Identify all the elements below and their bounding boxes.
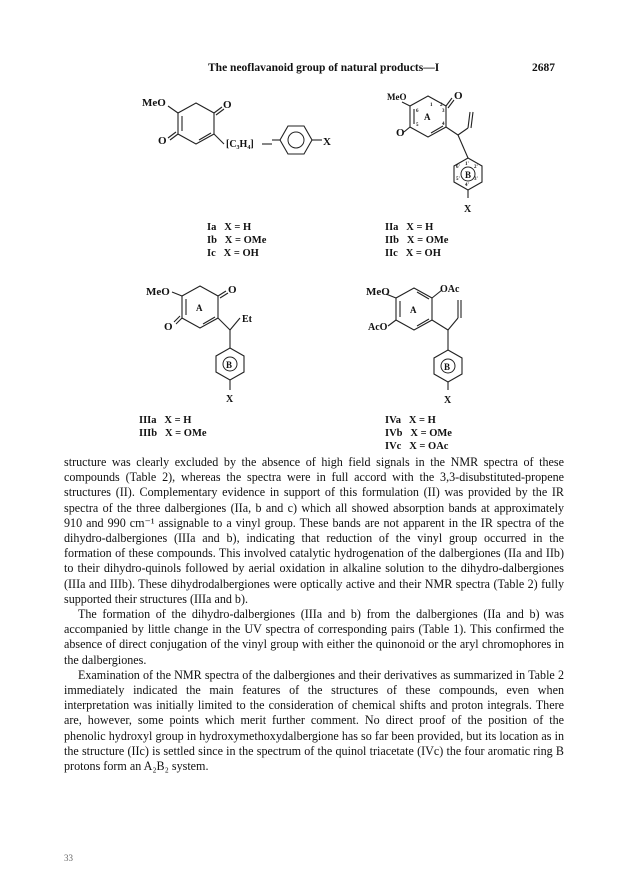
IV-substituent-3: AcO	[368, 322, 388, 333]
label-Ia: Ia X = H	[207, 222, 252, 233]
II-locant-5: 5	[416, 123, 419, 128]
II-substituent-1: MeO	[387, 92, 407, 102]
II-x: X	[464, 204, 472, 215]
III-x: X	[226, 394, 234, 405]
II-locant-1p: 1'	[465, 162, 469, 167]
IV-x: X	[444, 395, 452, 406]
II-locant-3p: 3'	[474, 177, 478, 182]
label-IIIa: IIIa X = H	[139, 415, 192, 426]
label-IIIb: IIIb X = OMe	[139, 428, 207, 439]
II-locant-2p: 2'	[474, 165, 478, 170]
II-locant-4p: 4'	[465, 183, 469, 188]
III-ring-b: B	[226, 360, 233, 370]
label-IIc: IIc X = OH	[385, 248, 441, 259]
II-locant-4: 4	[442, 122, 445, 127]
paragraph-2: The formation of the dihydro-dalbergiones (IIIa and b) from the dalbergiones (IIa and b) was accompanied by little change in the UV spectra of corresponding pairs (Table 1). This confirmed the absence of direct conjugation of the vinyl group with either the quinonoid or the aryl chromophores in the dalbergiones.	[64, 607, 564, 667]
II-ring-b: B	[465, 170, 472, 180]
IV-ring-a: A	[410, 305, 417, 315]
label-Ib: Ib X = OMe	[207, 235, 267, 246]
label-IVc: IVc X = OAc	[385, 441, 449, 452]
II-locant-5p: 5'	[456, 177, 460, 182]
I-chain: [C₃H₄]	[226, 139, 254, 150]
running-title: The neoflavanoid group of natural products—I	[208, 62, 440, 74]
I-substituent-3: O	[158, 135, 167, 147]
IV-substituent-2: OAc	[440, 284, 460, 295]
body-text	[64, 455, 564, 774]
II-substituent-3: O	[396, 127, 405, 139]
II-ring-a: A	[424, 112, 431, 122]
II-substituent-2: O	[454, 90, 463, 102]
label-IIa: IIa X = H	[385, 222, 434, 233]
IV-substituent-1: MeO	[366, 286, 390, 298]
III-ethyl: Et	[242, 314, 252, 325]
label-IVa: IVa X = H	[385, 415, 436, 426]
I-substituent-2: O	[223, 99, 232, 111]
II-locant-6: 6	[416, 109, 419, 114]
paragraph-1: structure was clearly excluded by the absence of high field signals in the NMR spectra of these compounds (Table 2), whereas the spectra were in full accord with the 3,3-disubstituted-propene structures (II). Complementary evidence in support of this formulation (II) was provided by the IR spectra of the three dalbergiones (IIa, b and c) which all showed absorption bands at approximately 910 and 990 cm⁻¹ assignable to a vinyl group. These bands are not apparent in the IR spectra of the dihydro-dalbergiones (IIIa and b), indicating that reduction of the vinyl group occurred in the formation of these compounds. This involved catalytic hydrogenation of the dalbergiones (IIa and IIb) to their dihydro-quinols followed by aerial oxidation in alkaline solution to the dihydro-dalbergiones (IIIa and IIIb). These dihydrodalbergiones were optically active and their NMR spectra (Table 2) fully supported their structures (IIIa and b).	[64, 455, 564, 606]
labels-III	[139, 414, 207, 440]
II-locant-6p: 6'	[456, 165, 460, 170]
III-substituent-3: O	[164, 321, 173, 333]
labels-IV	[385, 414, 452, 453]
page-number: 2687	[532, 62, 555, 74]
paragraph-3: Examination of the NMR spectra of the dalbergiones and their derivatives as summarized in Table 2 immediately indicated the main features of the structures of these compounds, even when interpretation was initially limited to the consideration of chemical shifts and proton integrals. There are, however, some points which merit further comment. No direct proof of the position of the phenolic hydroxyl group in hydroxymethoxydalbergione has so far been provided, but its location as in the structure (IIc) is settled since in the spectrum of the quinol triacetate (IVc) the four aromatic ring B protons form an A₂B₂ system.	[64, 667, 564, 774]
IV-ring-b: B	[444, 362, 451, 372]
label-IIb: IIb X = OMe	[385, 235, 449, 246]
II-locant-3: 3	[442, 109, 445, 114]
III-ring-a: A	[196, 303, 203, 313]
II-locant-2: 2	[440, 103, 443, 108]
label-IVb: IVb X = OMe	[385, 428, 452, 439]
I-x: X	[323, 136, 331, 148]
III-substituent-1: MeO	[146, 286, 170, 298]
footer-mark: 33	[64, 853, 73, 863]
I-substituent-1: MeO	[142, 97, 166, 109]
II-locant-1: 1	[430, 103, 433, 108]
label-Ic: Ic X = OH	[207, 248, 259, 259]
III-substituent-2: O	[228, 284, 237, 296]
